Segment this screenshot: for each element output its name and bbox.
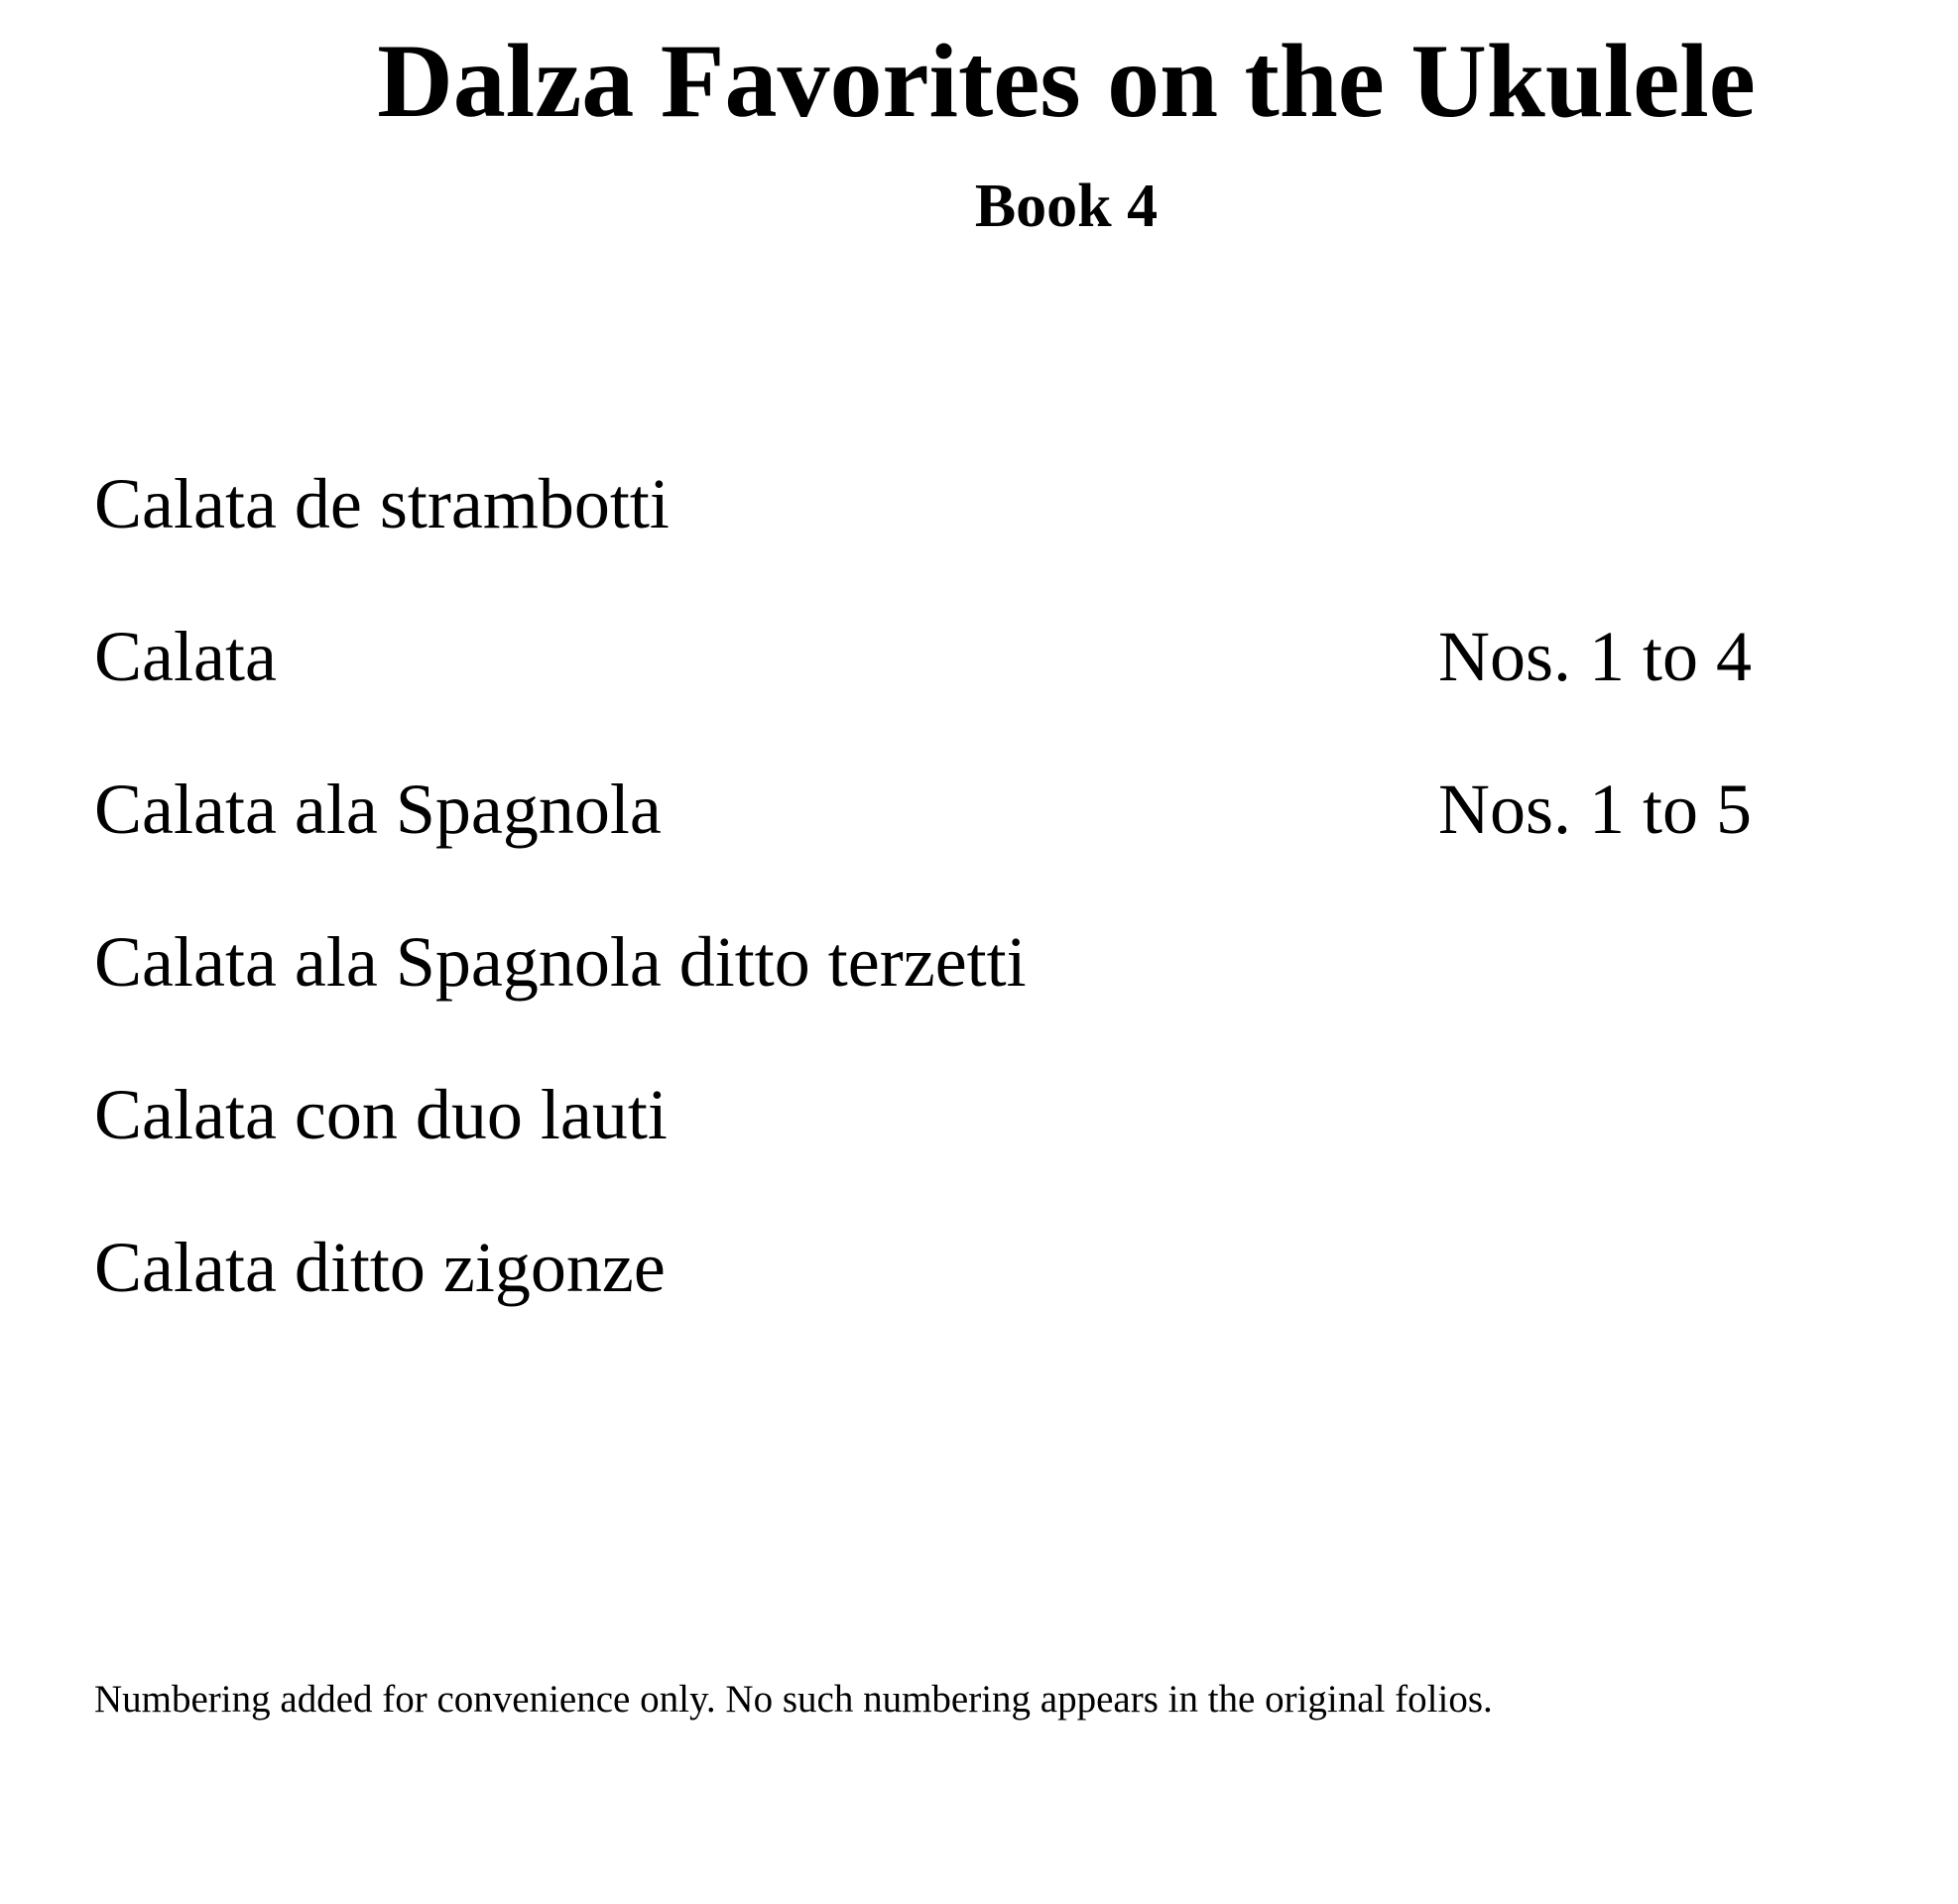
entry-title: Calata ala Spagnola ditto terzetti [94, 922, 1027, 1002]
entry-range: Nos. 1 to 5 [1438, 770, 1753, 849]
list-item [94, 1220, 1780, 1372]
contents-list [94, 456, 1780, 1372]
list-item [94, 1067, 1780, 1220]
list-item [94, 456, 1780, 609]
entry-range: Nos. 1 to 4 [1438, 617, 1753, 696]
page-title: Dalza Favorites on the Ukulele [377, 23, 1756, 139]
footnote: Numbering added for convenience only. No such numbering appears in the original folios. [94, 1678, 1493, 1721]
page-subtitle: Book 4 [974, 173, 1159, 240]
entry-title: Calata ala Spagnola [94, 770, 662, 849]
entry-title: Calata ditto zigonze [94, 1228, 666, 1307]
list-item [94, 762, 1780, 914]
entry-title: Calata con duo lauti [94, 1075, 668, 1154]
list-item [94, 609, 1780, 762]
entry-title: Calata [94, 617, 277, 696]
list-item [94, 914, 1780, 1067]
entry-title: Calata de strambotti [94, 464, 670, 543]
